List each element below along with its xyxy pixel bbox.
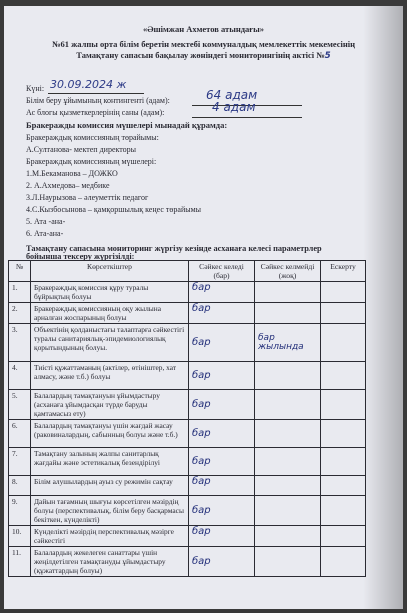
date-value: 30.09.2024 ж: [50, 78, 127, 91]
row-number: 10.: [9, 526, 31, 547]
document-page: [4, 6, 403, 609]
members-label: Бракераждық комиссияның мүшелері:: [26, 157, 157, 166]
contingent-value: 64 адам: [206, 88, 258, 102]
row-note: [321, 282, 366, 303]
row-no-mark: [255, 526, 321, 547]
header-compliant: Сәйкес келеді (бар): [189, 261, 255, 282]
member-item: 5. Ата -ана-: [26, 217, 66, 226]
row-number: 9.: [9, 496, 31, 526]
row-no-mark: [255, 547, 321, 577]
row-number: 3.: [9, 324, 31, 362]
row-text: Дайын тағамның шығуы көрсетілген мәзірдің болуы (перспективалық, білім беру басқармасы бекіткен, күнделікті): [31, 496, 189, 526]
row-no-mark: [255, 448, 321, 476]
row-text: Балалардың тамақтануын ұйымдастыру (асханаға ұйымдасқан түрде баруды қамтамасыз ету): [31, 390, 189, 420]
table-row: [9, 496, 366, 526]
chair-name: А.Султанова- мектеп директоры: [26, 145, 137, 154]
row-number: 7.: [9, 448, 31, 476]
row-number: 1.: [9, 282, 31, 303]
row-yes-mark: бар: [189, 303, 255, 324]
row-note: [321, 496, 366, 526]
row-no-mark: [255, 420, 321, 448]
row-no-mark: бар жылында: [255, 324, 321, 362]
row-number: 8.: [9, 476, 31, 496]
chair-label: Бракераждық комиссияның төрайымы:: [26, 133, 159, 142]
row-note: [321, 547, 366, 577]
member-item: 6. Ата-ана-: [26, 229, 64, 238]
contingent-label: Білім беру ұйымының контингенті (адам):: [26, 96, 170, 105]
date-underline: [48, 93, 144, 94]
row-text: Тиісті құжаттаманың (актілер, өтініштер, хат алмасу, және т.б.) болуы: [31, 362, 189, 390]
row-note: [321, 420, 366, 448]
table-row: [9, 420, 366, 448]
header-line-2: №61 жалпы орта білім беретін мектебі коммуналдық мемлекеттік мекемесінің: [51, 39, 356, 49]
row-note: [321, 476, 366, 496]
header-noncompliant: Сәйкес келмейді (жоқ): [255, 261, 321, 282]
act-title: Тамақтану сапасын бақылау жөніндегі мониторингінің актісі №: [76, 50, 325, 60]
table-header-row: [9, 261, 366, 282]
header-note: Ескерту: [321, 261, 366, 282]
page-edge-shadow: [363, 6, 403, 609]
intro-line-1: Тамақтану сапасына мониторинг жүргізу кезінде асханаға келесі параметрлер: [26, 244, 322, 253]
intro-line-2: бойынша тексеру жүргізілді:: [26, 252, 135, 261]
row-text: Тамақтану залының жалпы санитарлық жағдайы және эстетикалық безендірілуі: [31, 448, 189, 476]
row-number: 2.: [9, 303, 31, 324]
row-yes-mark: бар: [189, 324, 255, 362]
member-item: 3.Л.Наурызова – әлеуметтік педагог: [26, 193, 149, 202]
row-text: Балалардың жекелеген санаттары үшін жеңілдетілген тамақтануды ұйымдастыру (құжаттардың болуы): [31, 547, 189, 577]
row-no-mark: [255, 303, 321, 324]
table-row: [9, 362, 366, 390]
row-yes-mark: бар: [189, 448, 255, 476]
act-number: 5: [324, 51, 331, 61]
staff-value: 4 адам: [212, 100, 256, 114]
row-note: [321, 324, 366, 362]
table-row: [9, 324, 366, 362]
row-yes-mark: бар: [189, 547, 255, 577]
row-yes-mark: бар: [189, 282, 255, 303]
row-text: Бракераждық комиссия құру туралы бұйрықтың болуы: [31, 282, 189, 303]
row-note: [321, 303, 366, 324]
row-note: [321, 526, 366, 547]
row-text: Білім алушылардың ауыз су режимін сақтау: [31, 476, 189, 496]
header-indicator: Көрсеткіштер: [31, 261, 189, 282]
table-row: [9, 448, 366, 476]
row-yes-mark: бар: [189, 526, 255, 547]
row-text: Балалардың тамақтануы үшін жағдай жасау (раковиналардың, сабынның болуы және т.б.): [31, 420, 189, 448]
row-no-mark: [255, 362, 321, 390]
row-text: Күнделікті мәзірдің перспективалық мәзірге сәйкестігі: [31, 526, 189, 547]
member-item: 1.М.Бекаманова – ДОЖКО: [26, 169, 118, 178]
row-note: [321, 362, 366, 390]
row-number: 6.: [9, 420, 31, 448]
table-row: [9, 282, 366, 303]
row-text: Бракераждық комиссияның оқу жылына арналған жоспарының болуы: [31, 303, 189, 324]
table-row: [9, 526, 366, 547]
table-row: [9, 547, 366, 577]
row-yes-mark: бар: [189, 362, 255, 390]
member-item: 2. А.Ахмедова– медбике: [26, 181, 110, 190]
staff-label: Ас блогы қызметкерлерінің саны (адам):: [26, 108, 165, 117]
table-row: [9, 476, 366, 496]
table-row: [9, 303, 366, 324]
row-yes-mark: бар: [189, 390, 255, 420]
staff-underline: [192, 117, 302, 118]
header-line-1: «Әшімжан Ахметов атындағы»: [142, 24, 265, 34]
row-number: 4.: [9, 362, 31, 390]
row-yes-mark: бар: [189, 420, 255, 448]
inspection-table: [8, 260, 366, 577]
row-no-mark: [255, 282, 321, 303]
header-number: №: [9, 261, 31, 282]
row-note: [321, 448, 366, 476]
row-no-mark: [255, 390, 321, 420]
member-item: 4.С.Кызбосынова – қамқоршылық кеңес төрайымы: [26, 205, 202, 214]
row-number: 11.: [9, 547, 31, 577]
row-no-mark: [255, 476, 321, 496]
row-text: Объектінің қолданыстағы талаптарға сәйкестігі туралы санитариялық-эпидемиологиялық қорытындының болуы.: [31, 324, 189, 362]
row-number: 5.: [9, 390, 31, 420]
row-yes-mark: бар: [189, 476, 255, 496]
date-label: Күні:: [26, 84, 45, 93]
row-yes-mark: бар: [189, 496, 255, 526]
header-line-3: [4, 50, 403, 61]
commission-title: Бракеражды комиссия мүшелері мынадай құрамда:: [26, 120, 228, 130]
table-row: [9, 390, 366, 420]
row-note: [321, 390, 366, 420]
row-no-mark: [255, 496, 321, 526]
